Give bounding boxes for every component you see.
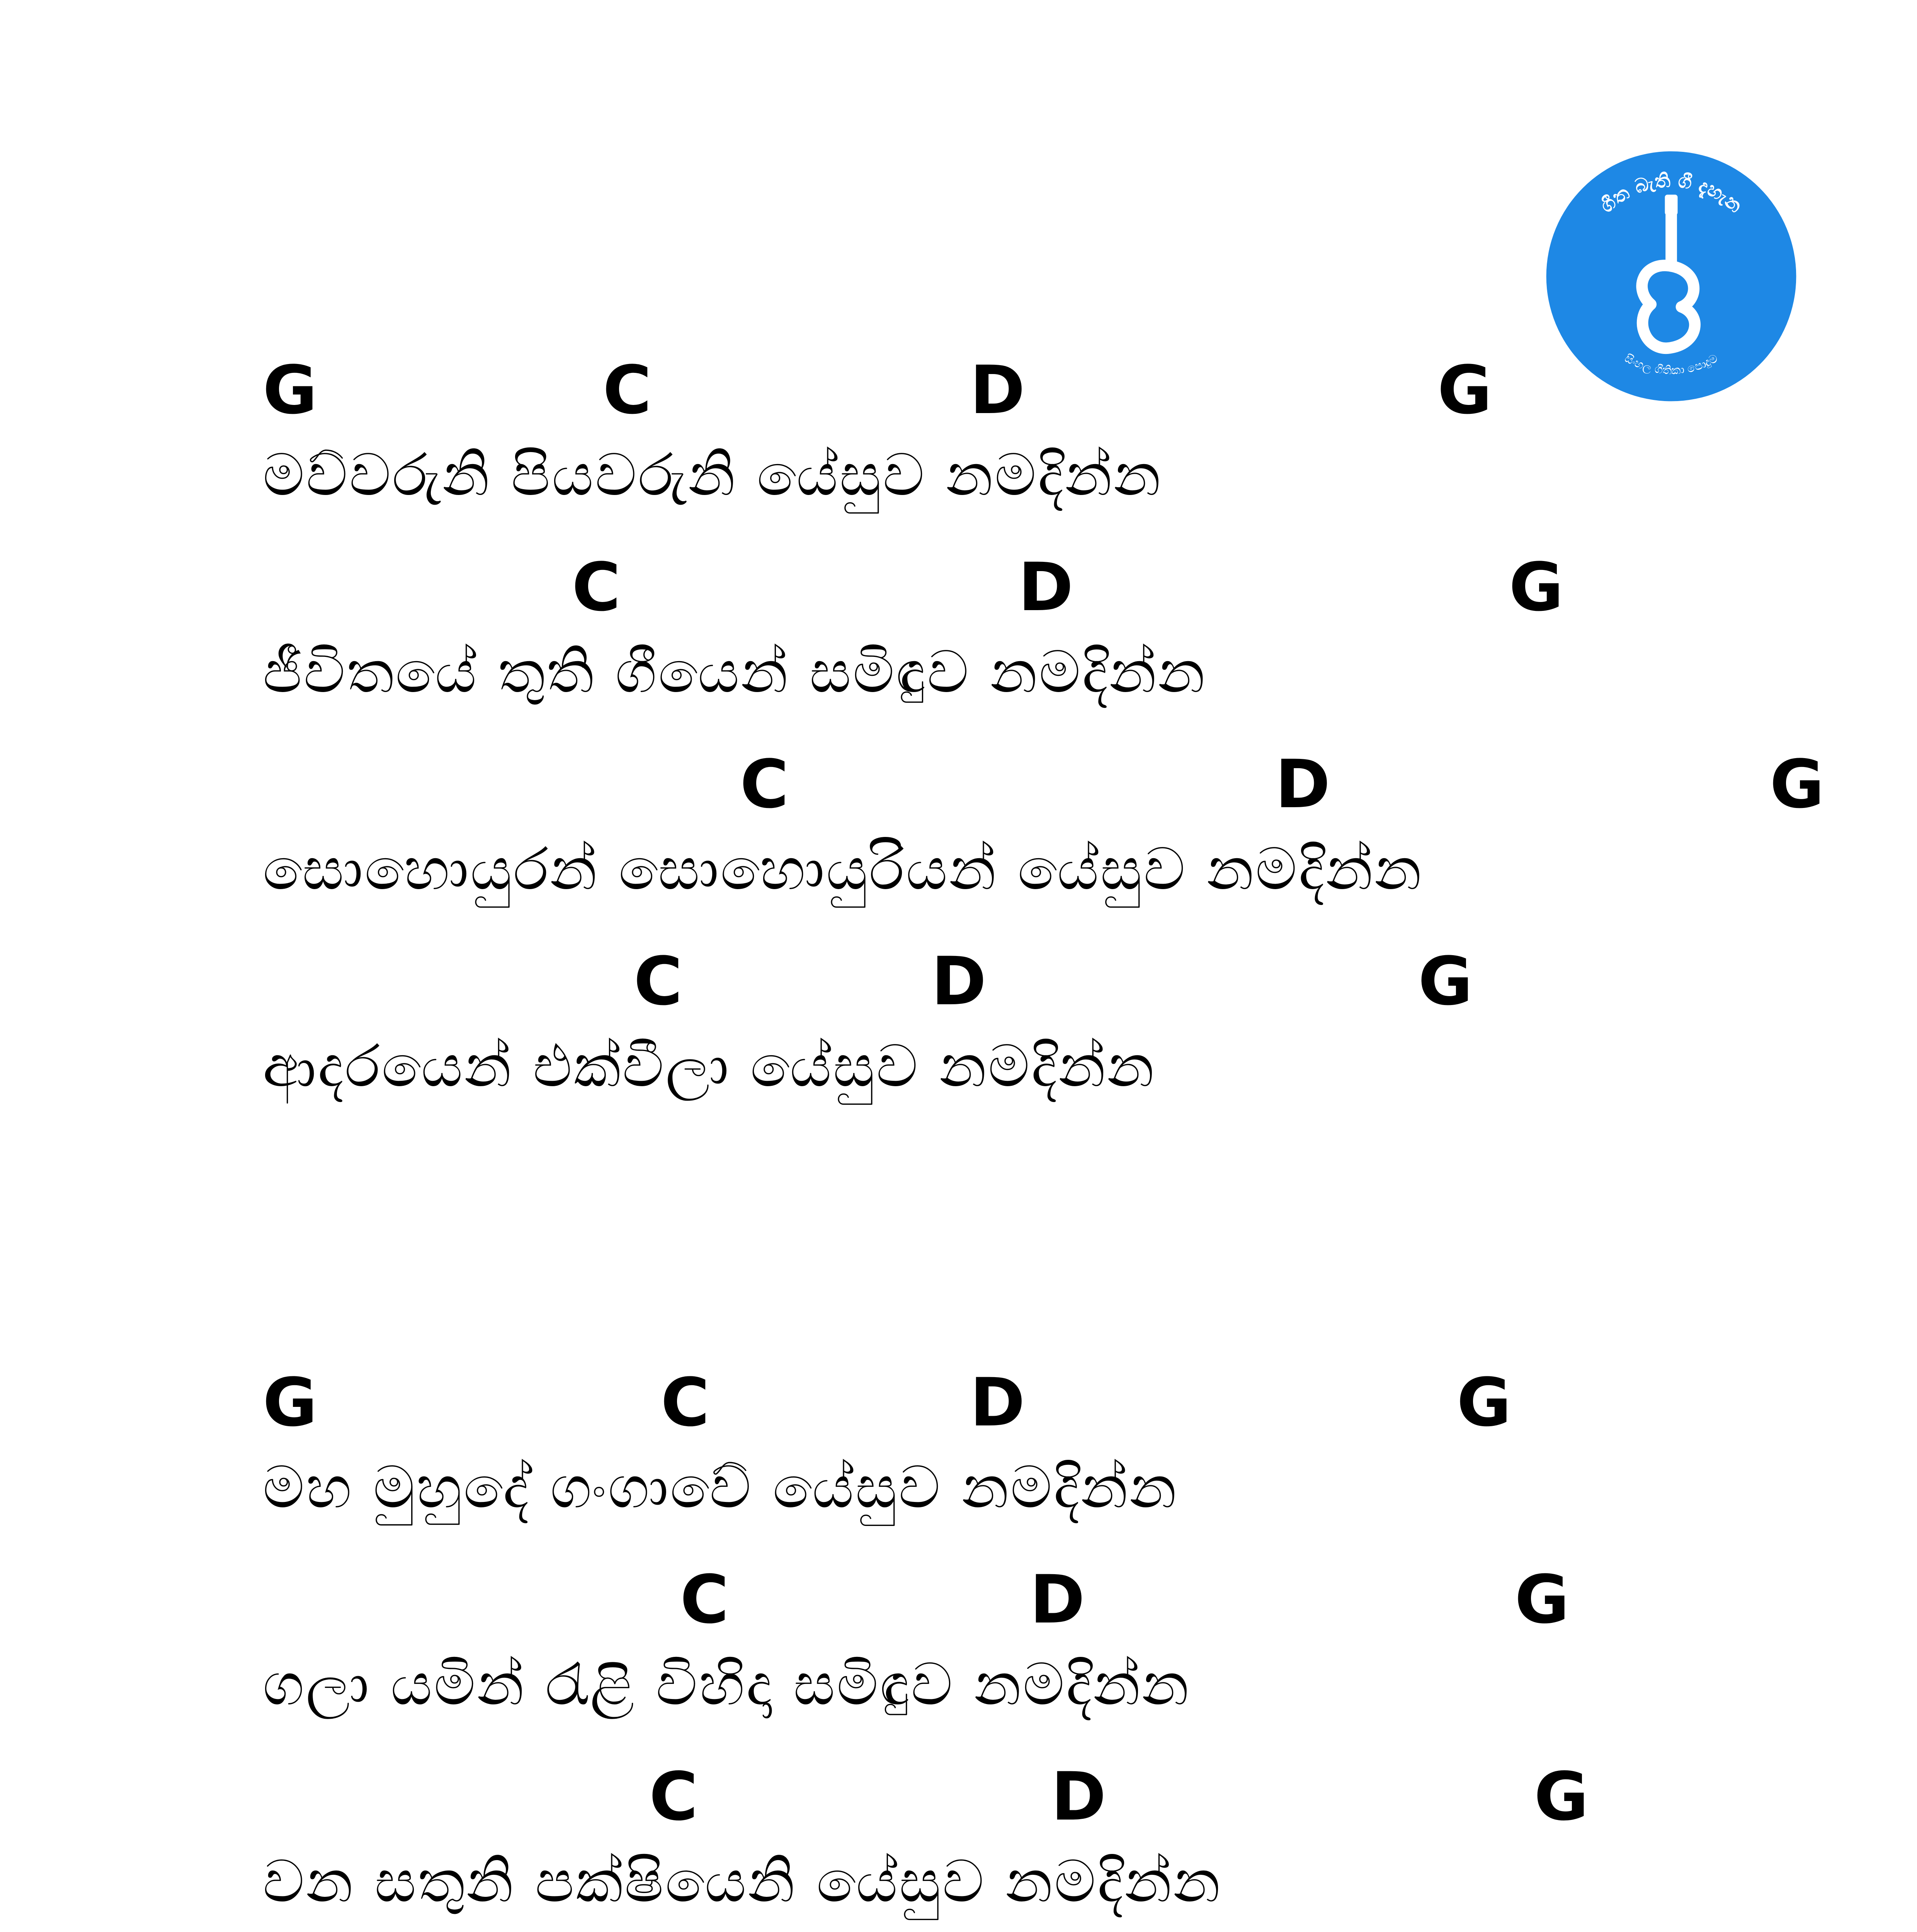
chord: C	[661, 1364, 710, 1441]
chord: C	[603, 351, 652, 429]
chord: G	[1509, 548, 1564, 626]
logo-text-top: ගීත බැති ගී දැහැන	[1596, 169, 1747, 217]
chord-line	[0, 1754, 1917, 1839]
chord: C	[649, 1758, 698, 1835]
chord: C	[634, 942, 683, 1020]
lyric-line: ජීවිතයේ තුති ගීයෙන් සමිඳුව නමදින්න	[263, 639, 1207, 706]
chord: G	[263, 1364, 318, 1441]
lyric-line: වන සතුනි පක්ෂියෙනි යේසුව නමදින්න	[263, 1848, 1222, 1915]
chord: D	[970, 351, 1025, 429]
logo-text-bottom: සිංහල ගීතිකා පොදුම	[1622, 351, 1720, 378]
chord: C	[680, 1561, 729, 1638]
chord-line	[0, 348, 1917, 433]
chord-line	[0, 545, 1917, 630]
chord: D	[1051, 1758, 1106, 1835]
lyric-line: ආදරයෙන් එක්වීලා යේසුව නමදින්න	[263, 1033, 1156, 1100]
lyric-line: සොහොයුරන් සොහොයුරියන් යේසුව නමදින්න	[263, 836, 1423, 903]
lyric-line: ගලා යමින් රැළි විහිදා සමිඳුව නමදින්න	[263, 1651, 1191, 1718]
chord: C	[740, 745, 789, 823]
chord: G	[1534, 1758, 1589, 1835]
chord-line	[0, 1557, 1917, 1642]
chord: G	[1418, 942, 1473, 1020]
chord: D	[1030, 1561, 1085, 1638]
chord-line	[0, 742, 1917, 827]
chord-line	[0, 1360, 1917, 1445]
chord: G	[1770, 745, 1825, 823]
lyric-line: මව්වරුනි පියවරුනි යේසුව නමදින්න	[263, 442, 1162, 509]
chord: C	[572, 548, 621, 626]
chord: D	[931, 942, 987, 1020]
chord: D	[1018, 548, 1073, 626]
lyric-line: මහ මුහුදේ ගංගාවේ යේසුව නමදින්න	[263, 1454, 1178, 1521]
chord: D	[970, 1364, 1025, 1441]
chord-line	[0, 939, 1917, 1024]
chord: G	[1515, 1561, 1570, 1638]
chord: G	[1437, 351, 1492, 429]
chord: D	[1275, 745, 1330, 823]
chord: G	[263, 351, 318, 429]
chord: G	[1457, 1364, 1512, 1441]
